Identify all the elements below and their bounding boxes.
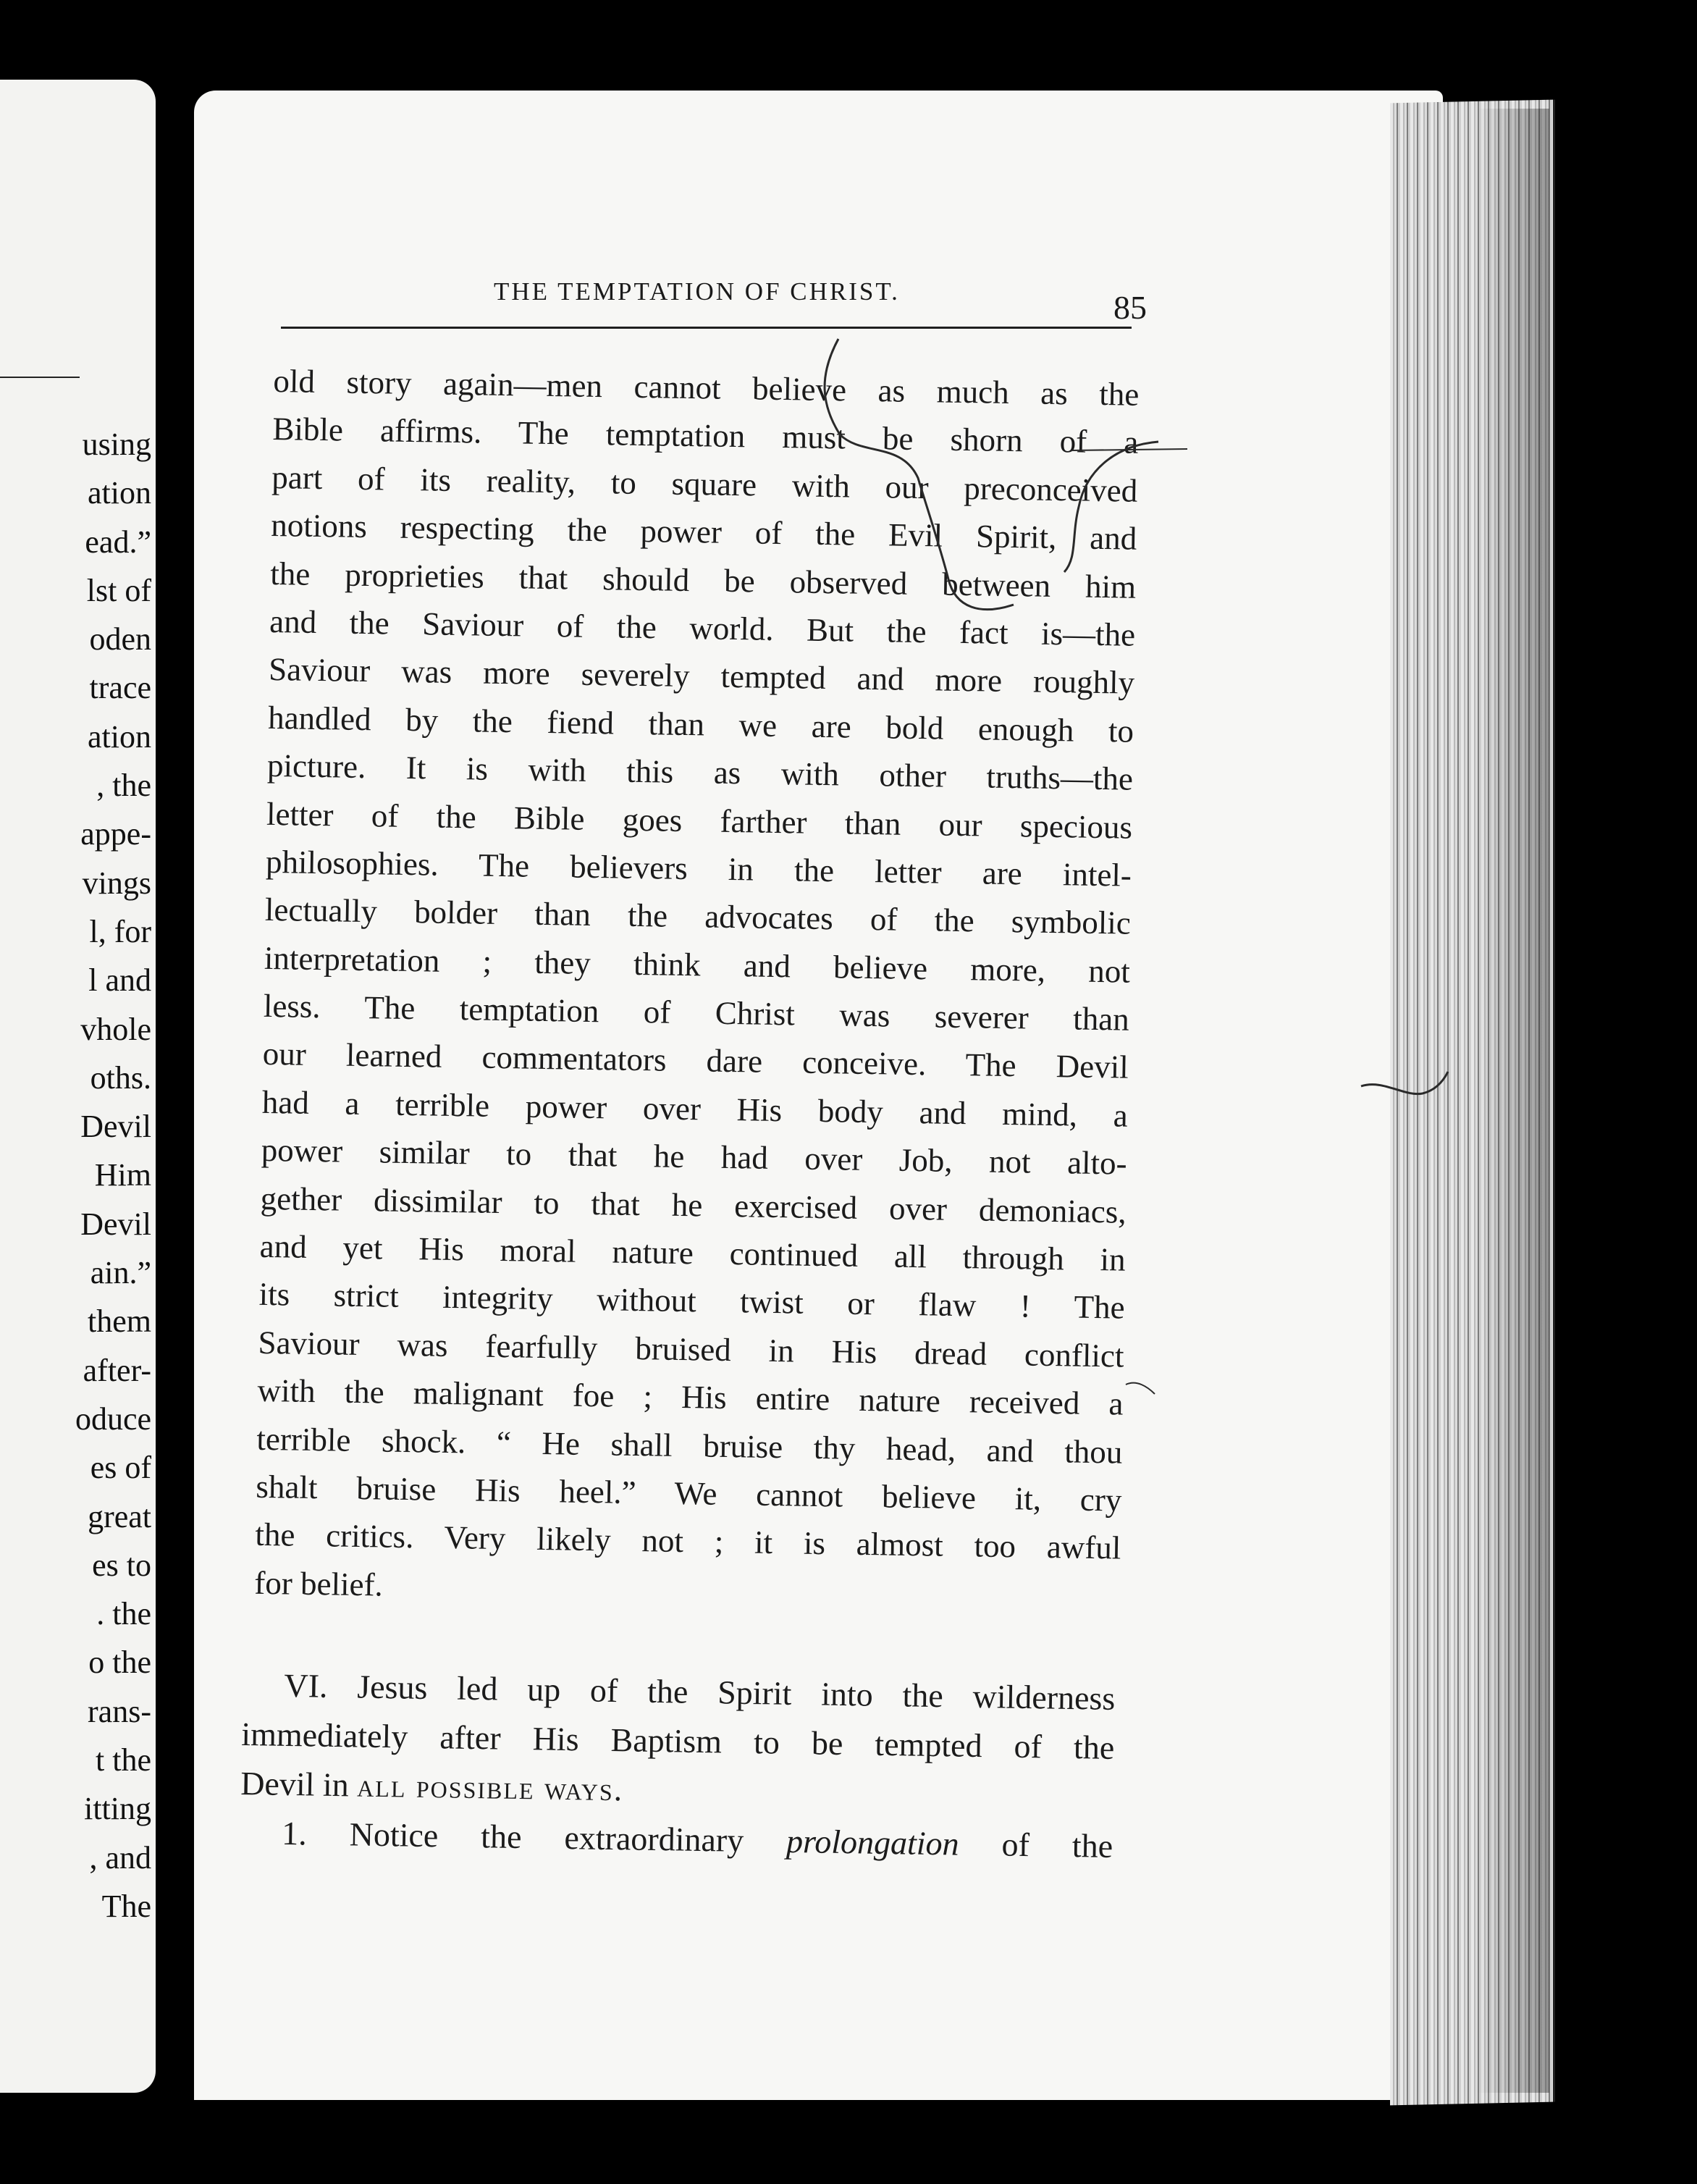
left-page-line: trace <box>89 670 151 706</box>
body-line: with the malignant foe ; His entire nature received a <box>257 1372 1124 1422</box>
left-page-line: vings <box>82 865 151 901</box>
body-line: part of its reality, to square with our preconceived <box>271 458 1138 509</box>
numbered-point-text: 1. Notice the extraordinary <box>281 1814 787 1860</box>
left-page-line: . the <box>96 1596 151 1632</box>
left-page-line: ation <box>88 475 151 511</box>
body-line: the proprieties that should be observed between him <box>269 555 1137 605</box>
body-line: lectually bolder than the advocates of the symbolic <box>264 891 1132 941</box>
left-page-text-fragments <box>0 420 151 1931</box>
header-rule <box>281 327 1132 329</box>
left-page-line: them <box>88 1303 151 1340</box>
body-paragraph <box>254 357 1142 1621</box>
body-line: gether dissimilar to that he exercised over demoniacs, <box>260 1180 1127 1230</box>
left-page-line: rans- <box>88 1693 151 1729</box>
section-vi <box>240 1660 1119 1871</box>
body-line: its strict integrity without twist or flaw ! The <box>258 1276 1125 1327</box>
left-page-rule <box>0 377 80 378</box>
left-page-line: vhole <box>80 1011 151 1047</box>
numbered-point-text-end: of the <box>959 1825 1113 1865</box>
body-line: Saviour was more severely tempted and more roughly <box>268 651 1135 702</box>
body-line: handled by the fiend than we are bold enough to <box>267 699 1134 749</box>
left-page-line: l, for <box>89 913 151 949</box>
left-page-line: t the <box>96 1742 151 1778</box>
body-line: philosophies. The believers in the letter are intel- <box>265 843 1132 894</box>
left-page-line: oths. <box>90 1059 151 1096</box>
body-line: for belief. <box>254 1564 384 1603</box>
left-page-line: Him <box>94 1157 151 1193</box>
body-line: had a terrible power over His body and mind, a <box>261 1083 1129 1134</box>
body-line: Bible affirms. The temptation must be shorn of a <box>272 411 1139 461</box>
numbered-point-emphasis: prolongation <box>786 1822 960 1862</box>
body-line: less. The temptation of Christ was severer than <box>263 987 1130 1038</box>
body-line: Saviour was fearfully bruised in His dread conflict <box>258 1324 1124 1374</box>
left-facing-page <box>0 80 156 2093</box>
body-line: notions respecting the power of the Evil Spirit, and <box>270 507 1137 557</box>
body-line: letter of the Bible goes farther than our specious <box>266 795 1133 846</box>
body-line: power similar to that he had over Job, not alto- <box>261 1132 1128 1182</box>
left-page-line: oduce <box>75 1400 151 1437</box>
left-page-line: , the <box>96 768 151 804</box>
body-line: shalt bruise His heel.” We cannot believe it, cry <box>256 1468 1122 1519</box>
section-heading-text: Devil in <box>240 1764 358 1804</box>
section-heading-smallcaps: all possible ways. <box>356 1766 624 1808</box>
left-page-line: after- <box>83 1352 151 1388</box>
left-page-line: es of <box>90 1450 151 1486</box>
left-page-line: appe- <box>80 816 151 852</box>
left-page-line: ain.” <box>90 1255 151 1291</box>
left-page-line: using <box>82 427 151 462</box>
section-heading-line: VI. Jesus led up of the Spirit into the wilderness <box>284 1666 1116 1717</box>
left-page-line: es to <box>92 1547 151 1583</box>
left-page-line: Devil <box>80 1206 151 1242</box>
left-page-line: ation <box>88 718 151 755</box>
body-line: the critics. Very likely not ; it is almost too awful <box>255 1516 1121 1566</box>
body-line: our learned commentators dare conceive. The Devil <box>262 1036 1129 1086</box>
body-line: picture. It is with this as with other truths—the <box>266 747 1134 797</box>
left-page-line: , and <box>89 1839 151 1876</box>
body-line: and the Saviour of the world. But the fact is—the <box>269 602 1136 653</box>
page-number: 85 <box>1113 289 1147 326</box>
running-head: THE TEMPTATION OF CHRIST. <box>494 277 900 306</box>
body-line: and yet His moral nature continued all through in <box>259 1227 1126 1278</box>
body-line: interpretation ; they think and believe more, not <box>264 939 1131 990</box>
left-page-line: The <box>101 1888 151 1924</box>
left-page-line: Devil <box>80 1109 151 1145</box>
page-edges-shadow <box>1477 109 1549 2093</box>
left-page-line: itting <box>84 1791 151 1827</box>
left-page-line: oden <box>89 621 151 658</box>
left-page-line: o the <box>88 1645 151 1681</box>
left-page-line: ead.” <box>85 524 151 560</box>
left-page-line: l and <box>88 962 151 999</box>
body-line: terrible shock. “ He shall bruise thy head, and thou <box>256 1420 1123 1471</box>
left-page-line: lst of <box>86 572 151 608</box>
section-heading-line: immediately after His Baptism to be tempted of the <box>241 1715 1115 1766</box>
body-line: old story again—men cannot believe as much as the <box>273 362 1140 413</box>
left-page-line: great <box>88 1498 151 1534</box>
